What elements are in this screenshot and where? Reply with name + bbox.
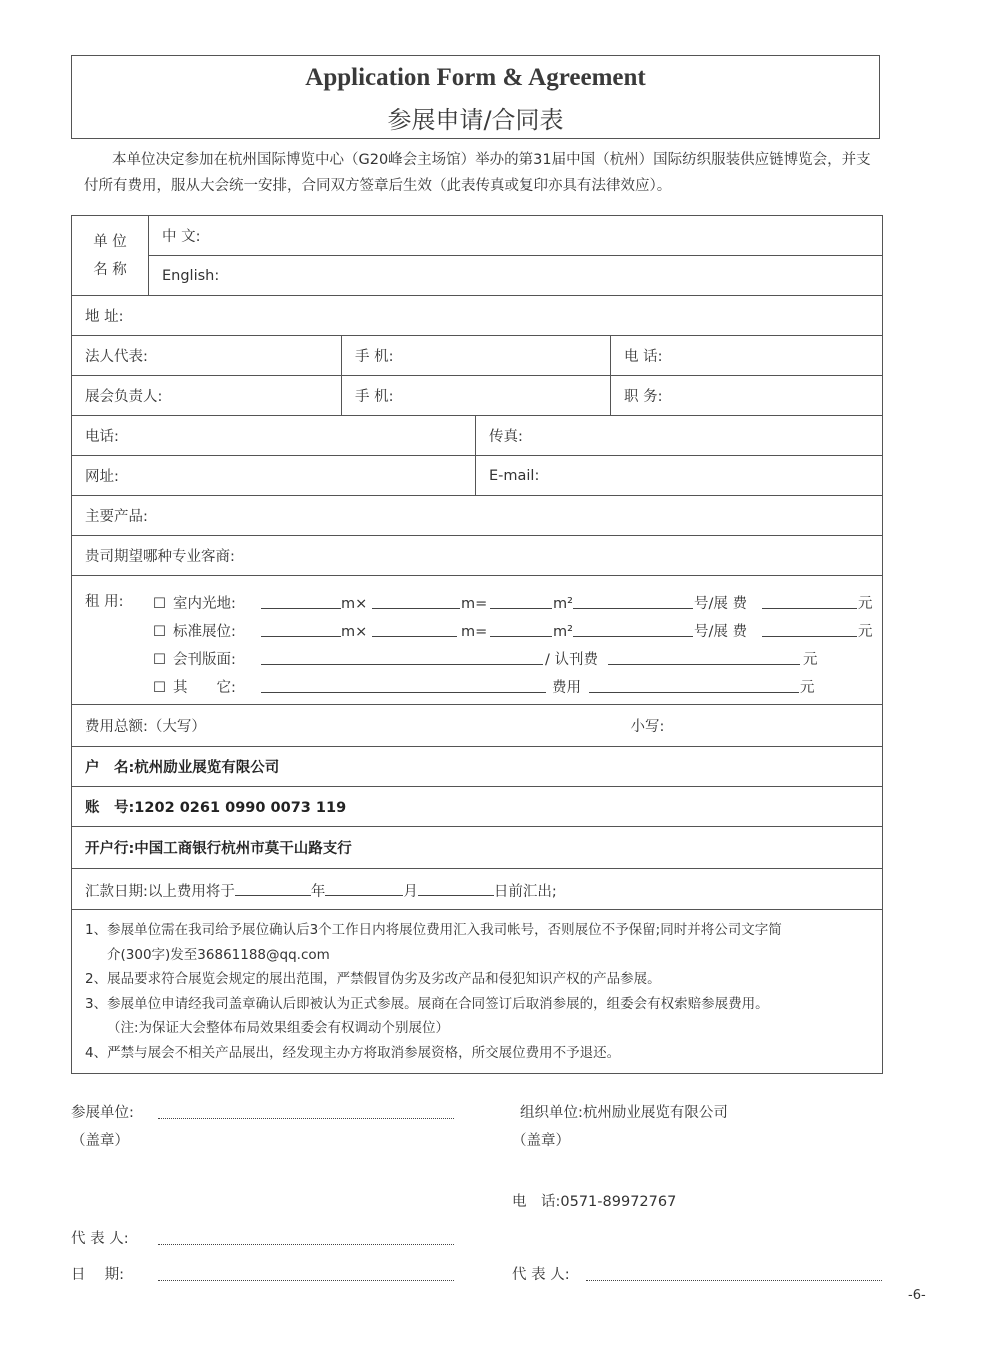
indoor-sqm: m²	[553, 596, 573, 612]
other-item-blank[interactable]	[261, 674, 546, 693]
rent-label: 租 用:	[85, 594, 124, 610]
indoor-yuan: 元	[858, 596, 873, 612]
exhibit-lead-mobile-field[interactable]: 手 机:	[342, 376, 611, 416]
legal-rep-field[interactable]: 法人代表:	[72, 336, 342, 376]
other-checkbox[interactable]: ☐	[153, 680, 166, 696]
left-representative-label: 代 表 人:	[71, 1231, 129, 1247]
right-representative-label: 代 表 人:	[512, 1267, 570, 1283]
form-title-chinese: 参展申请/合同表	[387, 106, 564, 134]
total-upper-field[interactable]: 费用总额:（大写）	[85, 719, 206, 735]
indoor-number-blank[interactable]	[573, 590, 693, 609]
remit-suffix: 日前汇出;	[493, 884, 557, 900]
indoor-hao-fee: 号/展 费	[694, 596, 747, 612]
indoor-checkbox[interactable]: ☐	[153, 596, 166, 612]
indoor-label: 室内光地:	[173, 596, 236, 612]
exhibit-lead-position-field[interactable]: 职 务:	[611, 376, 883, 416]
organizer-seal-label: （盖章）	[512, 1133, 570, 1149]
total-lower-field[interactable]: 小写:	[630, 719, 665, 735]
note-4: 4、严禁与展会不相关产品展出，经发现主办方将取消参展资格，所交展位费用不予退还。	[85, 1044, 621, 1061]
remit-date-row	[72, 869, 883, 910]
legal-rep-phone-field[interactable]: 电 话:	[611, 336, 883, 376]
indoor-length-blank[interactable]	[261, 590, 341, 609]
exhibitor-label: 参展单位:	[71, 1105, 134, 1121]
standard-hao-fee: 号/展 费	[694, 624, 747, 640]
standard-area-blank[interactable]	[490, 618, 552, 637]
intro-paragraph: 本单位决定参加在杭州国际博览中心（G20峰会主场馆）举办的第31届中国（杭州）国际纺织服装供应链博览会，并支付所有费用，服从大会统一安排，合同双方签章后生效（此表传真或复印亦具有法律效应）。	[84, 152, 871, 194]
standard-checkbox[interactable]: ☐	[153, 624, 166, 640]
other-label: 其 它:	[173, 680, 236, 696]
remit-year: 年	[310, 884, 326, 900]
form-title-box	[71, 55, 880, 139]
standard-number-blank[interactable]	[573, 618, 693, 637]
journal-checkbox[interactable]: ☐	[153, 652, 166, 668]
indoor-width-blank[interactable]	[372, 590, 460, 609]
account-number-row: 账 号:1202 0261 0990 0073 119	[72, 787, 883, 827]
journal-label: 会刊版面:	[173, 652, 236, 668]
other-fee-label: 费用	[552, 680, 581, 696]
address-field[interactable]: 地 址:	[72, 296, 883, 336]
page-number: -6-	[908, 1288, 926, 1303]
note-3: 3、参展单位申请经我司盖章确认后即被认为正式参展。展商在合同签订后取消参展的，组委会有权索赔参展费用。	[85, 995, 769, 1012]
journal-yuan: 元	[803, 652, 818, 668]
english-name-field[interactable]: English:	[149, 256, 883, 296]
bank-row: 开户行:中国工商银行杭州市莫干山路支行	[72, 827, 883, 869]
email-field[interactable]: E-mail:	[476, 456, 883, 496]
journal-slash-fee: / 认刊费	[545, 652, 598, 668]
standard-m-eq: m=	[461, 624, 488, 640]
chinese-name-field[interactable]: 中 文:	[149, 216, 883, 256]
note-2: 2、展品要求符合展览会规定的展出范围，严禁假冒伪劣及劣改产品和侵犯知识产权的产品参展。	[85, 971, 661, 987]
remit-day-blank[interactable]	[418, 877, 494, 896]
standard-sqm: m²	[553, 624, 573, 640]
rent-row-standard	[153, 618, 873, 646]
left-representative-line[interactable]	[158, 1244, 454, 1245]
exhibitor-seal-label: （盖章）	[71, 1133, 129, 1149]
website-field[interactable]: 网址:	[72, 456, 476, 496]
indoor-fee-blank[interactable]	[762, 590, 857, 609]
standard-label: 标准展位:	[173, 624, 236, 640]
rent-section	[72, 576, 883, 705]
buyers-field[interactable]: 贵司期望哪种专业客商:	[72, 536, 883, 576]
legal-rep-mobile-field[interactable]: 手 机:	[342, 336, 611, 376]
remit-prefix: 汇款日期:以上费用将于	[85, 884, 235, 900]
right-representative-line[interactable]	[586, 1280, 882, 1281]
exhibit-lead-field[interactable]: 展会负责人:	[72, 376, 342, 416]
journal-page-blank[interactable]	[261, 646, 543, 665]
other-yuan: 元	[800, 680, 815, 696]
standard-m-times: m×	[341, 624, 368, 640]
application-form-table	[71, 215, 883, 1074]
indoor-area-blank[interactable]	[490, 590, 552, 609]
rent-row-journal	[153, 646, 873, 674]
fax-field[interactable]: 传真:	[476, 416, 883, 456]
note-1-cont: 介(300字)发至36861188@qq.com	[107, 946, 330, 963]
main-products-field[interactable]: 主要产品:	[72, 496, 883, 536]
date-line[interactable]	[158, 1280, 454, 1281]
organizer-label: 组织单位:杭州励业展览有限公司	[520, 1105, 728, 1121]
remit-year-blank[interactable]	[235, 877, 311, 896]
tel-field[interactable]: 电话:	[72, 416, 476, 456]
note-1: 1、参展单位需在我司给予展位确认后3个工作日内将展位费用汇入我司帐号，否则展位不予保留;同时并将公司文字简	[85, 922, 782, 938]
form-title-english: Application Form & Agreement	[305, 64, 646, 91]
indoor-m-times: m×	[341, 596, 368, 612]
date-label: 日 期:	[71, 1267, 124, 1283]
indoor-m-eq: m=	[461, 596, 488, 612]
exhibitor-signature-line[interactable]	[158, 1118, 454, 1119]
rent-row-other	[153, 674, 873, 702]
rent-row-indoor	[153, 590, 873, 618]
standard-yuan: 元	[858, 624, 873, 640]
account-name-row: 户 名:杭州励业展览有限公司	[72, 747, 883, 787]
remit-month-blank[interactable]	[325, 877, 403, 896]
total-amount-row	[72, 705, 883, 747]
unit-name-label: 单 位 名 称	[72, 216, 149, 296]
note-3-remark: （注:为保证大会整体布局效果组委会有权调动个别展位）	[107, 1020, 450, 1036]
journal-fee-blank[interactable]	[608, 646, 800, 665]
terms-notes	[72, 910, 883, 1074]
organizer-tel: 电 话:0571-89972767	[512, 1194, 677, 1210]
standard-length-blank[interactable]	[261, 618, 341, 637]
remit-month: 月	[403, 884, 418, 900]
standard-fee-blank[interactable]	[762, 618, 857, 637]
other-fee-blank[interactable]	[589, 674, 799, 693]
standard-width-blank[interactable]	[372, 618, 457, 637]
